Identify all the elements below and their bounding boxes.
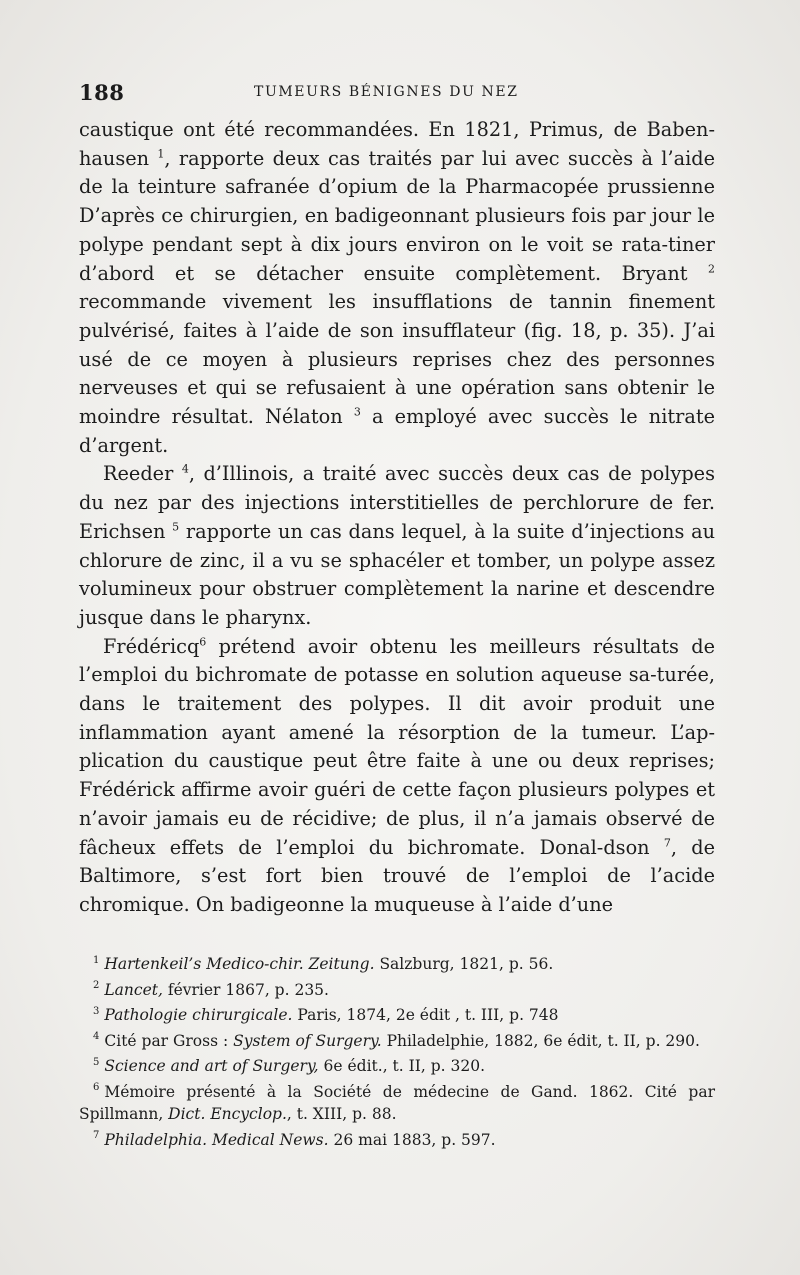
footnote-text: Paris, 1874, 2e édit , t. III, p. 748: [292, 1006, 559, 1024]
footnote-prefix: Cité par Gross :: [104, 1031, 234, 1050]
paragraph-text: caustique ont été recommandées. En 1821, Primus, de Baben-hausen: [79, 118, 715, 170]
footnote-2: [79, 979, 715, 1002]
footnote-title: Lancet,: [104, 980, 163, 999]
footnote-title: Science and art of Surgery,: [104, 1057, 319, 1075]
footnote-3: [79, 1004, 715, 1027]
paragraph-text: Reeder: [103, 462, 182, 486]
body-text: [79, 116, 715, 920]
paragraph-text: , d’Illinois, a traité avec succès deux cas de polypes du nez par des injections interstitielles de perchlorure de fer. Erichsen: [79, 462, 715, 543]
footnote-4: [79, 1030, 715, 1053]
footnote-title: Dict. Encyclop.: [168, 1105, 287, 1123]
footnote-text: Salzburg, 1821, p. 56.: [374, 955, 554, 973]
footnote-prefix: Mémoire présenté à la Société de médecine de Gand. 1862. Cité par Spillmann,: [79, 1082, 715, 1123]
footnote-ref: 6: [199, 635, 207, 649]
footnote-title: Hartenkeil’s Medico-chir. Zeitung.: [104, 955, 375, 973]
footnote-number: 2: [93, 980, 100, 992]
footnote-ref: 2: [708, 262, 715, 276]
paragraph-text: recommande vivement les insufflations de tannin finement pulvérisé, faites à l’aide de son insufflateur (fig. 18, p. 35). J’ai usé de ce moyen à plusieurs reprises chez des personnes nerveuses et qui se refusaient à une opération sans obtenir le moindre résultat. Nélaton: [79, 290, 715, 429]
page-header: [79, 80, 715, 110]
footnote-number: 1: [93, 954, 100, 966]
footnote-number: 3: [93, 1005, 100, 1017]
page-number: 188: [79, 80, 125, 105]
footnote-title: Pathologie chirurgicale.: [104, 1006, 293, 1024]
footnote-ref: 7: [663, 836, 671, 850]
footnote-1: [79, 953, 715, 976]
footnote-6: [79, 1081, 715, 1126]
footnote-number: 6: [93, 1082, 100, 1094]
footnote-text: Philadelphie, 1882, 6e édit, t. II, p. 290.: [381, 1031, 700, 1050]
footnotes: [79, 953, 715, 1154]
paragraph-text: , rapporte deux cas traités par lui avec succès à l’aide de la teinture safranée d’opium de la Pharmacopée prussienne D’après ce chirurgien, en badigeonnant plusieurs fois par jour le polype pendant sept à dix jours environ on le voit se rata-tiner d’abord et se détacher ensuite complètement. Bryant: [79, 146, 715, 285]
footnote-text: , t. XIII, p. 88.: [286, 1105, 397, 1123]
paragraph-text: prétend avoir obtenu les meilleurs résultats de l’emploi du bichromate de potasse en solution aqueuse sa-turée, dans le traitement des polypes. Il dit avoir produit une inflammation ayant amené la résorption de la tumeur. L’ap-plication du caustique peut être faite à une ou deux reprises; Frédérick affirme avoir guéri de cette façon plusieurs polypes et n’avoir jamais eu de récidive; de plus, il n’a jamais observé de fâcheux effets de l’emploi du bichromate. Donal-dson: [79, 634, 715, 859]
footnote-number: 4: [93, 1031, 100, 1043]
running-title: TUMEURS BÉNIGNES DU NEZ: [254, 84, 519, 100]
footnote-text: 26 mai 1883, p. 597.: [328, 1130, 496, 1149]
paragraph-1: [79, 116, 715, 460]
footnote-ref: 1: [157, 147, 165, 161]
footnote-7: [79, 1129, 715, 1152]
footnote-ref: 3: [353, 405, 361, 419]
footnote-text: février 1867, p. 235.: [162, 980, 329, 999]
footnote-ref: 5: [172, 520, 180, 534]
paragraph-text: Frédéricq: [103, 634, 200, 658]
paragraph-text: rapporte un cas dans lequel, à la suite d’injections au chlorure de zinc, il a vu se sphacéler et tomber, un polype assez volumineux pour obstruer complètement la narine et descendre jusque dans le pharynx.: [79, 519, 715, 629]
footnote-5: [79, 1055, 715, 1078]
paragraph-text: a employé avec succès le nitrate d’argent.: [79, 405, 715, 457]
footnote-ref: 4: [181, 463, 189, 477]
paragraph-3: [79, 633, 715, 920]
footnote-title: System of Surgery.: [233, 1031, 382, 1050]
footnote-text: 6e édit., t. II, p. 320.: [318, 1057, 486, 1075]
footnote-number: 5: [93, 1056, 100, 1068]
paragraph-2: [79, 460, 715, 632]
footnote-number: 7: [93, 1130, 100, 1142]
paragraph-text: , de Baltimore, s’est fort bien trouvé de l’emploi de l’acide chromique. On badigeonne la muqueuse à l’aide d’une: [79, 835, 715, 916]
footnote-title: Philadelphia. Medical News.: [104, 1130, 329, 1149]
